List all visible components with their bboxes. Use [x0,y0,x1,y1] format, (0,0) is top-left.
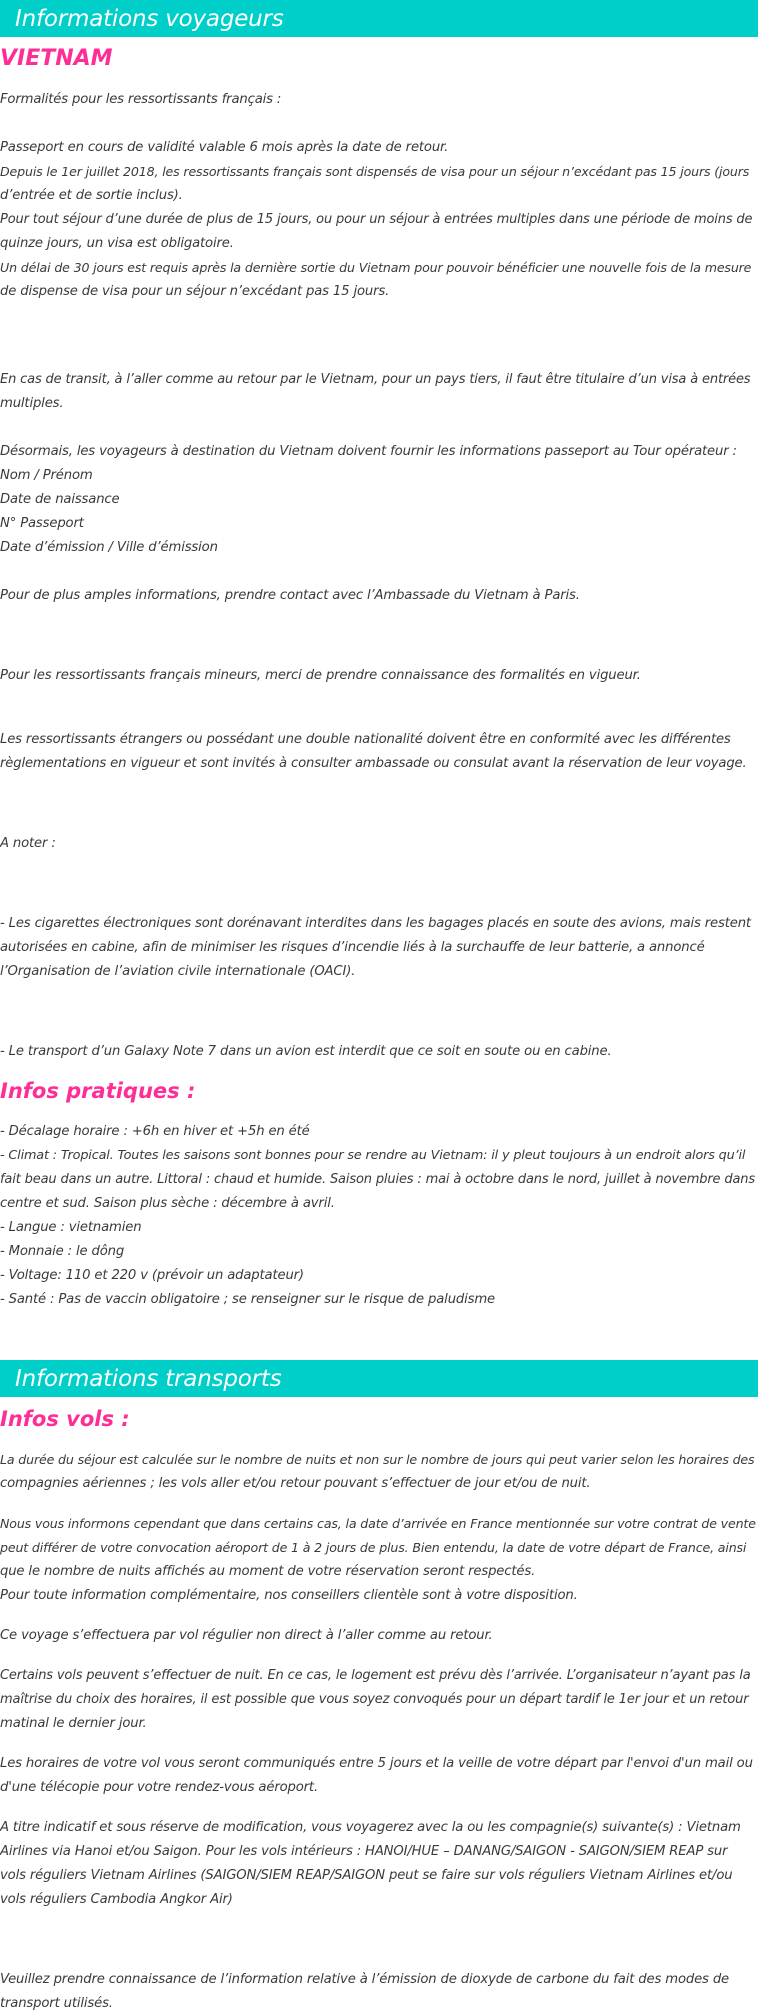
formalities-line: Pour tout séjour d’une durée de plus de 15 jours, ou pour un séjour à entrées multiples dans une période de moins de [0,212,753,227]
banner-title-transports: Informations transports [15,1366,282,1392]
passport-field-issue: Date d’émission / Ville d’émission [0,540,218,555]
flights-info-line: vols réguliers Vietnam Airlines (SAIGON/SIEM REAP/SAIGON peut se faire sur vols réguliers Vietnam Airlines et/ou [0,1868,733,1883]
infos-vols-heading: Infos vols : [0,1407,130,1431]
flights-info-line: peut différer de votre convocation aéroport de 1 à 2 jours de plus. Bien entendu, la date de votre départ de France, ainsi [0,1540,747,1555]
flights-info-line: maîtrise du choix des horaires, il est possible que vous soyez convoqués pour un départ tardif le 1er jour et un retour [0,1692,749,1707]
flights-info-line: d'une télécopie pour votre rendez-vous aéroport. [0,1780,318,1795]
flights-info-line: Nous vous informons cependant que dans certains cas, la date d’arrivée en France mentionnée sur votre contrat de vente [0,1516,756,1531]
infos-pratiques-heading: Infos pratiques : [0,1079,196,1103]
passport-field-name: Nom / Prénom [0,468,93,483]
flights-info-line: Airlines via Hanoi et/ou Saigon. Pour les vols intérieurs : HANOI/HUE – DANANG/SAIGON - SAIGON/SIEM REAP sur [0,1844,728,1859]
banner-title-voyageurs: Informations voyageurs [15,6,284,32]
practical-info-line: - Santé : Pas de vaccin obligatoire ; se renseigner sur le risque de paludisme [0,1292,496,1307]
practical-info-line: - Décalage horaire : +6h en hiver et +5h en été [0,1124,310,1139]
foreigners-line: Les ressortissants étrangers ou possédant une double nationalité doivent être en conformité avec les différentes [0,732,731,747]
flights-info-line: matinal le dernier jour. [0,1716,147,1731]
minors-line: Pour les ressortissants français mineurs, merci de prendre connaissance des formalités en vigueur. [0,668,641,683]
note-label: A noter : [0,836,56,851]
formalities-line: Depuis le 1er juillet 2018, les ressortissants français sont dispensés de visa pour un séjour n’excédant pas 15 jours (jours [0,164,750,179]
transit-line: multiples. [0,396,64,411]
practical-info-line: - Langue : vietnamien [0,1220,142,1235]
passport-field-birthdate: Date de naissance [0,492,120,507]
flights-info-line: vols réguliers Cambodia Angkor Air) [0,1892,233,1907]
flights-info-line: Certains vols peuvent s’effectuer de nuit. En ce cas, le logement est prévu dès l’arrivée. L’organisateur n’ayant pas la [0,1668,751,1683]
practical-info-line: - Voltage: 110 et 220 v (prévoir un adaptateur) [0,1268,304,1283]
formalities-line: Passeport en cours de validité valable 6 mois après la date de retour. [0,140,449,155]
formalities-line: d’entrée et de sortie inclus). [0,188,183,203]
foreigners-line: règlementations en vigueur et sont invités à consulter ambassade ou consulat avant la réservation de leur voyage. [0,756,747,771]
flights-info-line: Ce voyage s’effectuera par vol régulier non direct à l’aller comme au retour. [0,1628,493,1643]
practical-info-line: - Climat : Tropical. Toutes les saisons sont bonnes pour se rendre au Vietnam: il y pleut toujours à un endroit alors qu’il [0,1148,746,1163]
passport-field-number: N° Passeport [0,516,84,531]
flights-info-line: Pour toute information complémentaire, nos conseillers clientèle sont à votre disposition. [0,1588,578,1603]
flights-info-line: compagnies aériennes ; les vols aller et/ou retour pouvant s’effectuer de jour et/ou de nuit. [0,1476,591,1491]
practical-info-line: fait beau dans un autre. Littoral : chaud et humide. Saison pluies : mai à octobre dans le nord, juillet à novembre dans [0,1172,755,1187]
carbon-info-line: transport utilisés. [0,1996,113,2011]
note-cigarettes-line: l’Organisation de l’aviation civile internationale (OACI). [0,964,356,979]
note-cigarettes-line: autorisées en cabine, afin de minimiser les risques d’incendie liés à la surchauffe de leur batterie, a annoncé [0,940,705,955]
formalities-intro: Formalités pour les ressortissants français : [0,92,282,107]
note-galaxy-line: - Le transport d’un Galaxy Note 7 dans un avion est interdit que ce soit en soute ou en cabine. [0,1044,612,1059]
formalities-line: quinze jours, un visa est obligatoire. [0,236,234,251]
section-banner-voyageurs [0,0,758,37]
country-heading: VIETNAM [0,46,113,71]
flights-info-line: que le nombre de nuits affichés au moment de votre réservation seront respectés. [0,1564,536,1579]
practical-info-line: centre et sud. Saison plus sèche : décembre à avril. [0,1196,335,1211]
section-banner-transports [0,1360,758,1397]
passport-info-line: Désormais, les voyageurs à destination du Vietnam doivent fournir les informations passeport au Tour opérateur : [0,444,737,459]
formalities-line: Un délai de 30 jours est requis après la dernière sortie du Vietnam pour pouvoir bénéficier une nouvelle fois de la mesure [0,260,752,275]
flights-info-line: La durée du séjour est calculée sur le nombre de nuits et non sur le nombre de jours qui peut varier selon les horaires des [0,1452,755,1467]
flights-info-line: A titre indicatif et sous réserve de modification, vous voyagerez avec la ou les compagnie(s) suivante(s) : Vietnam [0,1820,741,1835]
formalities-line: de dispense de visa pour un séjour n’excédant pas 15 jours. [0,284,390,299]
note-cigarettes-line: - Les cigarettes électroniques sont dorénavant interdites dans les bagages placés en soute des avions, mais restent [0,916,751,931]
embassy-line: Pour de plus amples informations, prendre contact avec l’Ambassade du Vietnam à Paris. [0,588,580,603]
practical-info-line: - Monnaie : le dông [0,1244,125,1259]
transit-line: En cas de transit, à l’aller comme au retour par le Vietnam, pour un pays tiers, il faut être titulaire d’un visa à entrées [0,372,751,387]
flights-info-line: Les horaires de votre vol vous seront communiqués entre 5 jours et la veille de votre départ par l'envoi d'un mail ou [0,1756,753,1771]
carbon-info-line: Veuillez prendre connaissance de l’information relative à l’émission de dioxyde de carbone du fait des modes de [0,1972,729,1987]
